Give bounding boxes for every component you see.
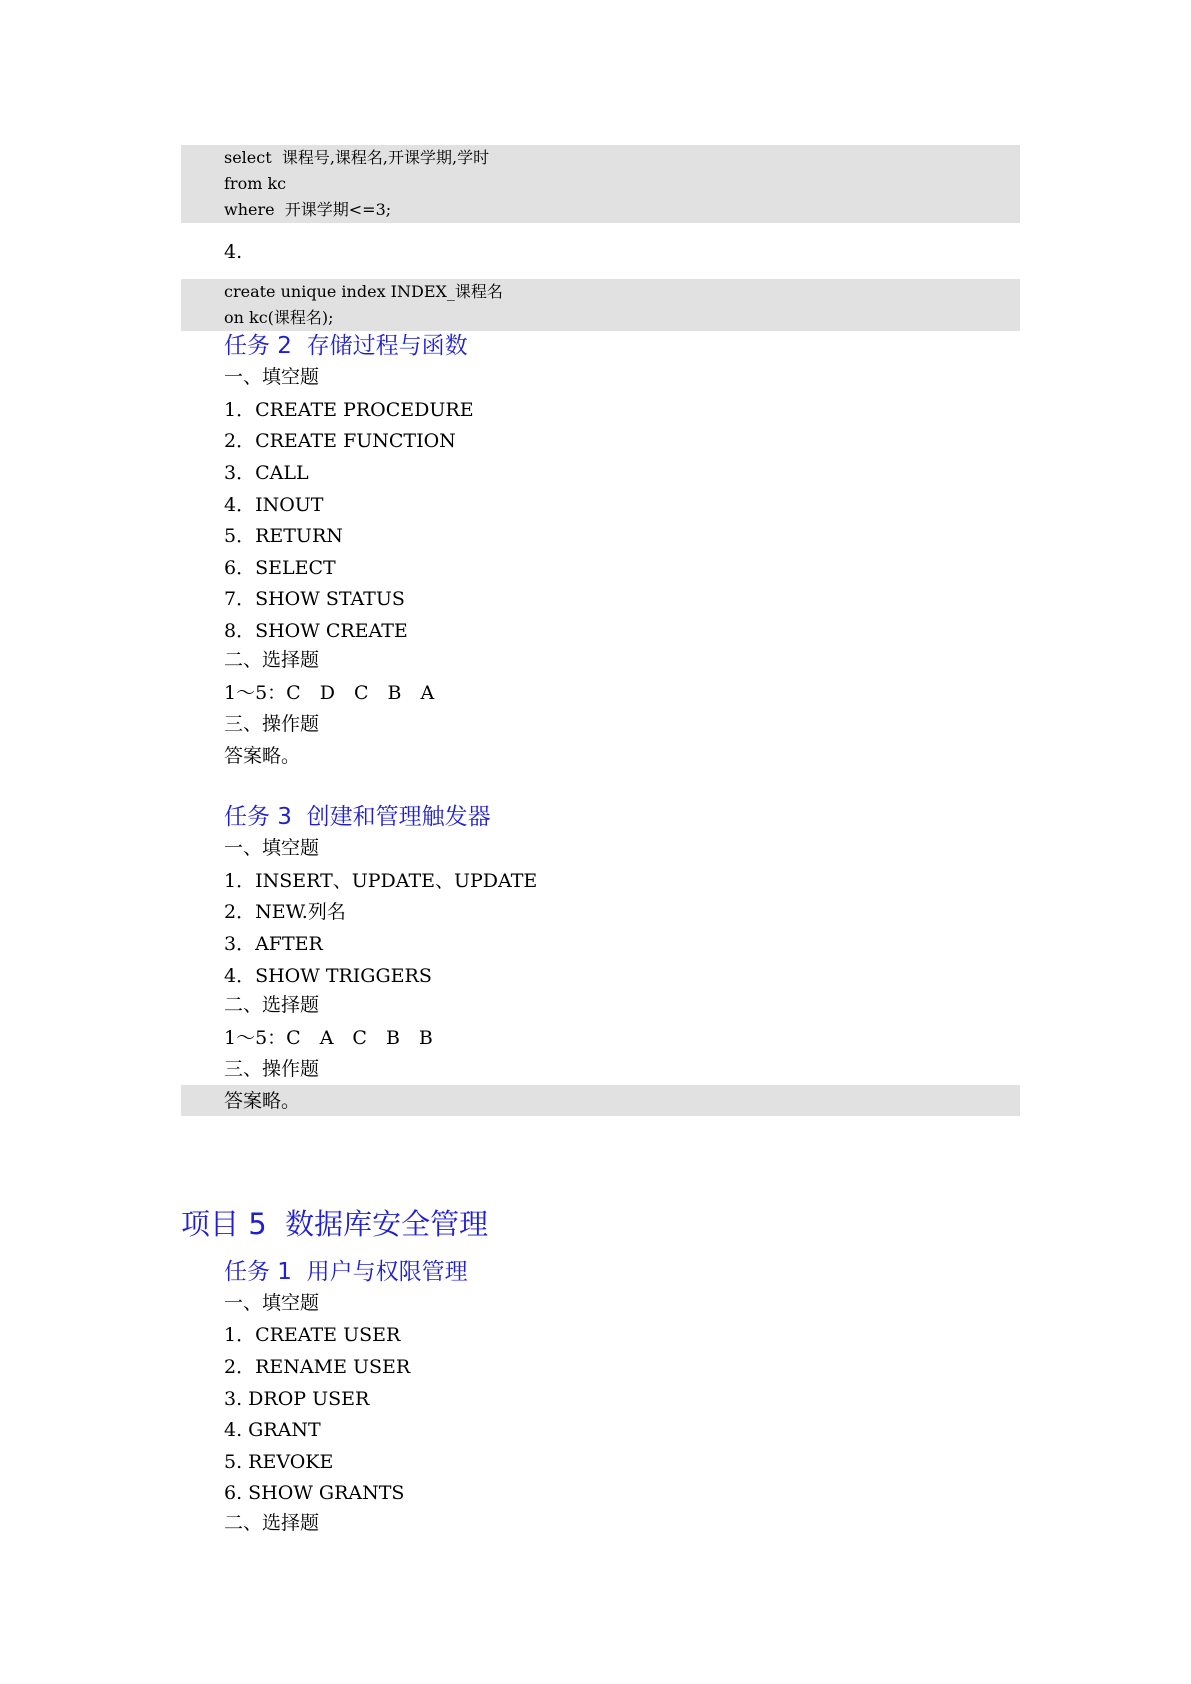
project5-task1-fill-answer: 5. REVOKE <box>224 1451 334 1473</box>
task3-fill-answer: 4．SHOW TRIGGERS <box>224 965 432 987</box>
task3-title: 任务 3 创建和管理触发器 <box>224 804 491 830</box>
project5-task1-fill-answer: 1．CREATE USER <box>224 1324 401 1346</box>
task3-fill-answer: 2．NEW.列名 <box>224 901 346 923</box>
task3-op-answer: 答案略。 <box>224 1090 301 1112</box>
project5-task1-fill-answer: 4. GRANT <box>224 1419 321 1441</box>
task3-fill-heading: 一、填空题 <box>224 837 320 859</box>
task2-fill-answer: 2．CREATE FUNCTION <box>224 430 456 452</box>
project5-task1-choice-heading: 二、选择题 <box>224 1512 320 1534</box>
task2-fill-answer: 3．CALL <box>224 462 309 484</box>
project5-task1-fill-answer: 2．RENAME USER <box>224 1356 411 1378</box>
task2-title: 任务 2 存储过程与函数 <box>224 333 468 359</box>
code-line: from kc <box>224 174 287 193</box>
task3-fill-answer: 3．AFTER <box>224 933 323 955</box>
project5-task1-fill-answer: 6. SHOW GRANTS <box>224 1482 405 1504</box>
item-number: 4. <box>224 241 243 263</box>
task3-choice-answers: 1～5：C A C B B <box>224 1027 433 1049</box>
project5-task1-fill-answer: 3. DROP USER <box>224 1388 370 1410</box>
task2-fill-answer: 6．SELECT <box>224 557 336 579</box>
task2-fill-answer: 1．CREATE PROCEDURE <box>224 399 474 421</box>
task2-fill-answer: 5．RETURN <box>224 525 343 547</box>
task2-fill-answer: 4．INOUT <box>224 494 324 516</box>
project5-title: 项目 5 数据库安全管理 <box>181 1207 489 1241</box>
task2-choice-heading: 二、选择题 <box>224 649 320 671</box>
task2-op-answer: 答案略。 <box>224 745 301 767</box>
task2-fill-heading: 一、填空题 <box>224 366 320 388</box>
project5-task1-fill-heading: 一、填空题 <box>224 1292 320 1314</box>
code-line: select 课程号,课程名,开课学期,学时 <box>224 148 490 167</box>
shaded-line-background <box>181 1085 1020 1116</box>
code-line: create unique index INDEX_课程名 <box>224 282 503 301</box>
task2-fill-answer: 8．SHOW CREATE <box>224 620 408 642</box>
task2-fill-answer: 7．SHOW STATUS <box>224 588 405 610</box>
task3-op-heading: 三、操作题 <box>224 1058 320 1080</box>
task2-op-heading: 三、操作题 <box>224 713 320 735</box>
task3-choice-heading: 二、选择题 <box>224 994 320 1016</box>
project5-task1-title: 任务 1 用户与权限管理 <box>224 1259 468 1285</box>
task2-choice-answers: 1～5：C D C B A <box>224 682 435 704</box>
code-line: where 开课学期<=3; <box>224 200 392 219</box>
code-block-select <box>181 145 1020 223</box>
code-line: on kc(课程名); <box>224 308 334 327</box>
code-block-create-index <box>181 279 1020 331</box>
task3-fill-answer: 1．INSERT、UPDATE、UPDATE <box>224 870 538 892</box>
